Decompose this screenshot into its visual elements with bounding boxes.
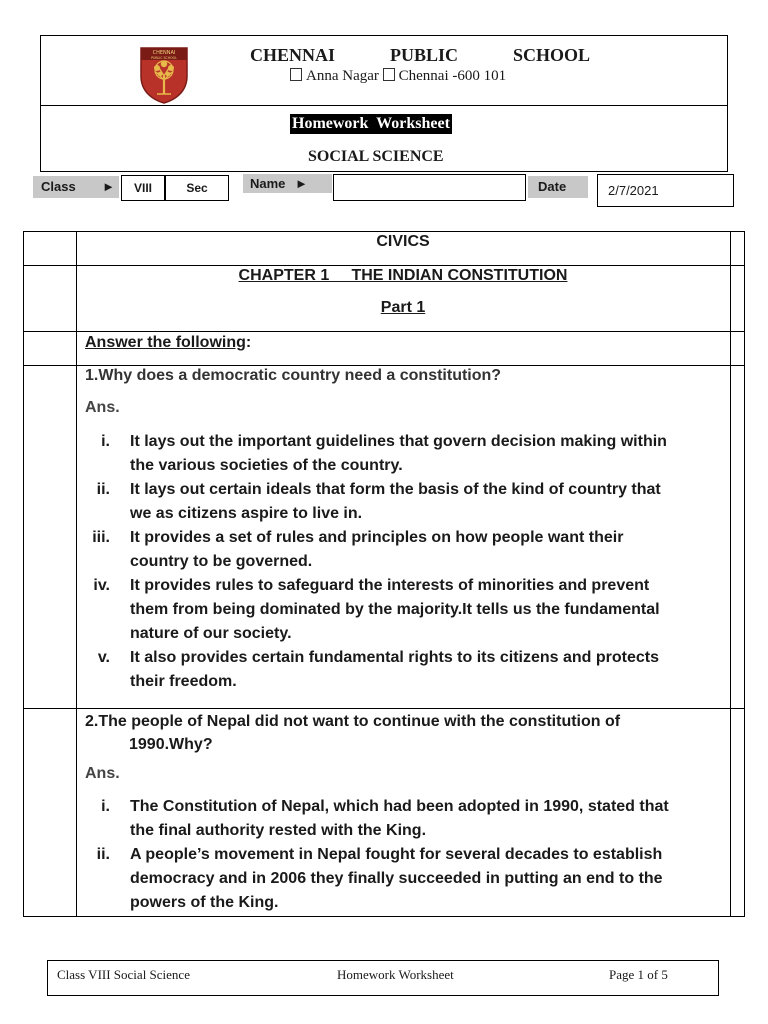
question-2 (85, 710, 725, 756)
list-item-number: v. (97, 649, 110, 666)
school-name-word-2: PUBLIC (389, 45, 458, 65)
sec-label-cell: Sec (165, 175, 229, 201)
arrow-right-icon: ► (295, 176, 308, 191)
list-item-line: country to be governed. (130, 553, 313, 570)
page-footer (47, 960, 719, 996)
worksheet-title: Homework Worksheet (292, 115, 450, 132)
list-item-text (130, 430, 730, 478)
list-item-number: i. (101, 798, 110, 815)
chapter-title: CHAPTER 1 THE INDIAN CONSTITUTION (238, 267, 568, 284)
list-item (84, 574, 724, 646)
list-item-text (130, 478, 730, 526)
class-value-cell: VIII (121, 175, 165, 201)
class-label: Class (41, 179, 76, 194)
date-label-cell: Date (528, 176, 588, 198)
list-item-line: powers of the King. (130, 894, 279, 911)
list-item-line: The Constitution of Nepal, which had been adopted in 1990, stated that (130, 798, 669, 815)
footer-page-number: Page 1 of 5 (609, 967, 668, 982)
question-2-line: 2.The people of Nepal did not want to continue with the constitution of (85, 713, 621, 730)
footer-class-subject: Class VIII Social Science (57, 967, 190, 982)
question-2-line: 1990.Why? (129, 736, 213, 753)
section-title: CIVICS (376, 233, 430, 250)
logo-text-top: CHENNAI (152, 50, 176, 56)
list-item-text (130, 526, 730, 574)
class-label-cell (33, 176, 119, 198)
list-item (84, 478, 724, 526)
arrow-right-icon: ► (102, 179, 115, 194)
instruction (85, 334, 251, 352)
address-city: Chennai -600 101 (398, 68, 507, 84)
answer-label: Ans. (85, 765, 120, 782)
subject-title: SOCIAL SCIENCE (308, 148, 444, 165)
list-item-line: It lays out the important guidelines that govern decision making within (130, 433, 667, 450)
list-item-text (130, 574, 730, 646)
list-item (84, 646, 724, 694)
table-row-divider (23, 331, 745, 332)
date-value-cell: 2/7/2021 (597, 174, 734, 207)
table-row-divider (23, 708, 745, 709)
list-item-number: iv. (93, 577, 110, 594)
footer-worksheet-title: Homework Worksheet (337, 967, 454, 982)
part-title: Part 1 (380, 299, 426, 316)
school-address (290, 68, 506, 85)
checkbox-square-icon (383, 68, 395, 81)
school-crest-logo (139, 46, 189, 104)
list-item-line: we as citizens aspire to live in. (130, 505, 363, 522)
list-item-number: ii. (96, 846, 110, 863)
school-name-word-1: CHENNAI (250, 45, 336, 65)
list-item-line: their freedom. (130, 673, 237, 690)
checkbox-square-icon (290, 68, 302, 81)
list-item-line: democracy and in 2006 they finally succeeded in putting an end to the (130, 870, 663, 887)
school-name (250, 45, 590, 66)
question-1: 1.Why does a democratic country need a constitution? (85, 367, 502, 384)
table-row-divider (23, 265, 745, 266)
list-item-line: them from being dominated by the majority.It tells us the fundamental (130, 601, 660, 618)
name-input-field[interactable] (333, 174, 526, 201)
list-item-number: iii. (92, 529, 110, 546)
answer-label: Ans. (85, 399, 120, 416)
table-column-divider (76, 231, 77, 917)
list-item-line: nature of our society. (130, 625, 292, 642)
list-item-line: the final authority rested with the King. (130, 822, 427, 839)
list-item-text (130, 795, 730, 843)
list-item-number: ii. (96, 481, 110, 498)
list-item (84, 430, 724, 478)
list-item-text (130, 646, 730, 694)
instruction-text: Answer the following (85, 334, 246, 351)
list-item-line: It lays out certain ideals that form the basis of the kind of country that (130, 481, 661, 498)
list-item (84, 795, 724, 843)
table-row-divider (23, 365, 745, 366)
list-item-line: It provides rules to safeguard the interests of minorities and prevent (130, 577, 650, 594)
header-divider (40, 105, 728, 106)
list-item-line: It also provides certain fundamental rights to its citizens and protects (130, 649, 659, 666)
list-item (84, 526, 724, 574)
logo-text-bottom: PUBLIC SCHOOL (151, 56, 177, 60)
table-column-divider (730, 231, 731, 917)
school-name-word-3: SCHOOL (512, 45, 590, 65)
list-item-line: It provides a set of rules and principles on how people want their (130, 529, 624, 546)
name-label: Name (250, 176, 286, 191)
address-area: Anna Nagar (306, 68, 379, 84)
list-item-text (130, 843, 730, 915)
instruction-colon: : (245, 334, 252, 351)
list-item-number: i. (101, 433, 110, 450)
list-item (84, 843, 724, 915)
list-item-line: the various societies of the country. (130, 457, 403, 474)
list-item-line: A people’s movement in Nepal fought for several decades to establish (130, 846, 663, 863)
name-label-cell (243, 174, 332, 193)
